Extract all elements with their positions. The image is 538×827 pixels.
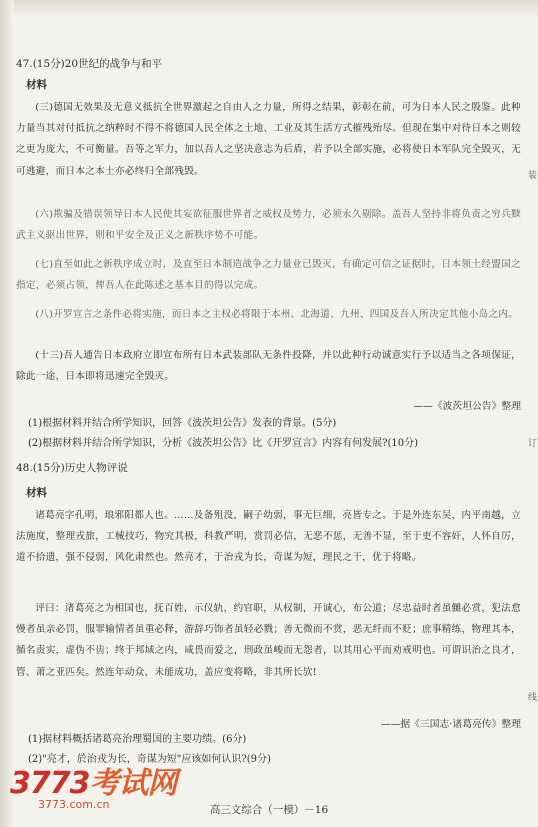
q47-paragraph-3: (三)德国无效果及无意义抵抗全世界激起之自由人之力量，所得之结果，彰彰在前，可为日本人民之殷鉴。此种力量当其对付抵抗之纳粹时不得不将德国人民全体之土地、工业及其生活方式摧残殆尽。但现在集中对待日本之则较之更为庞大，不可衡量。吾等之军力，加以吾人之坚决意志为后盾，若予以全部实施，必将使日本军队完全毁灭，无可逃避，而日本之本土亦必终归全部残毁。 <box>16 102 521 177</box>
q47-paragraph-13: (十三)吾人通告日本政府立即宣布所有日本武装部队无条件投降，并以此种行动诚意实行予以适当之各项保证，除此一途，日本即将迅速完全毁灭。 <box>16 350 521 383</box>
watermark-cn: 考试网 <box>89 766 177 801</box>
scan-shadow-top <box>0 0 538 18</box>
watermark-digits: 3773 <box>10 766 90 801</box>
margin-mark-ding: 订 <box>528 439 538 449</box>
q47-paragraph-6: (六)欺骗及错误领导日本人民使其妄欲征服世界者之威权及势力，必须永久剔除。盖吾人坚持非将负责之穷兵黩武主义驱出世界，则和平安全及正义之新秩序势不可能。 <box>16 209 521 242</box>
margin-mark-zhuang: 装 <box>528 171 538 181</box>
q47-question-1: (1)根据材料并结合所学知识，回答《波茨坦公告》发表的背景。(5分) <box>28 418 337 429</box>
q48-paragraph-1: 诸葛亮字孔明，琅邪阳都人也。……及备殂没，嗣子幼弱，事无巨细，亮皆专之。于是外连东吴，内平南越，立法施度，整理戎旅，工械技巧，物究其极，科教严明，赏罚必信，无恶不惩，无善不显，至于吏不容奸，人怀自厉，道不拾遗，强不侵弱，风化肃然也。然亮才，于治戎为长，奇谋为短，理民之干，优于将略。 <box>16 510 521 564</box>
margin-mark-xian: 线 <box>528 693 538 703</box>
watermark-url: 3773.com.cn <box>38 798 110 811</box>
q48-question-2: (2)"亮才，於治戎为长，奇谋为短"应该如何认识?(9分) <box>28 754 271 765</box>
q47-material-label: 材料 <box>26 79 47 91</box>
page-footer: 高三文综合（一模）－16 <box>209 804 329 816</box>
q48-title: 48.(15分)历史人物评说 <box>16 462 128 474</box>
q48-source: ——据《三国志·诸葛亮传》整理 <box>380 719 521 730</box>
q47-question-2: (2)根据材料并结合所学知识，分析《波茨坦公告》比《开罗宣言》内容有何发展?(10分) <box>28 438 419 449</box>
q47-title: 47.(15分)20世纪的战争与和平 <box>16 58 163 70</box>
watermark-title <box>10 758 190 802</box>
q47-paragraph-8: (八)开罗宣言之条件必将实施，而日本之主权必将限于本州、北海道、九州、四国及吾人所决定其他小岛之内。 <box>35 309 519 320</box>
q47-paragraph-7: (七)直至如此之新秩序成立时，及直至日本制造战争之力量业已毁灭，有确定可信之证据时，日本领土经盟国之指定，必须占领，俾吾人在此陈述之基本目的得以完成。 <box>16 259 521 292</box>
q48-material-label: 材料 <box>26 487 47 499</box>
q48-question-1: (1)据材料概括诸葛亮治理蜀国的主要功绩。(6分) <box>28 734 247 745</box>
q48-paragraph-2: 评曰：诸葛亮之为相国也，抚百姓，示仪轨，约官职，从权制，开诚心，布公道；尽忠益时者虽雠必赏，犯法怠慢者虽亲必罚，服罪输情者虽重必释，游辞巧饰者虽轻必戮；善无微而不赏，恶无纤而不贬；庶事精练，物理其本，循名责实，虚伪不齿；终于邦域之内，咸畏而爱之，刑政虽峻而无怨者，以其用心平而劝戒明也。可谓识治之良才，管、萧之亚匹矣。然连年动众，未能成功，盖应变将略，非其所长欤! <box>16 603 521 678</box>
q47-source: ——《波茨坦公告》整理 <box>413 401 521 412</box>
scan-shadow-left <box>0 0 14 827</box>
